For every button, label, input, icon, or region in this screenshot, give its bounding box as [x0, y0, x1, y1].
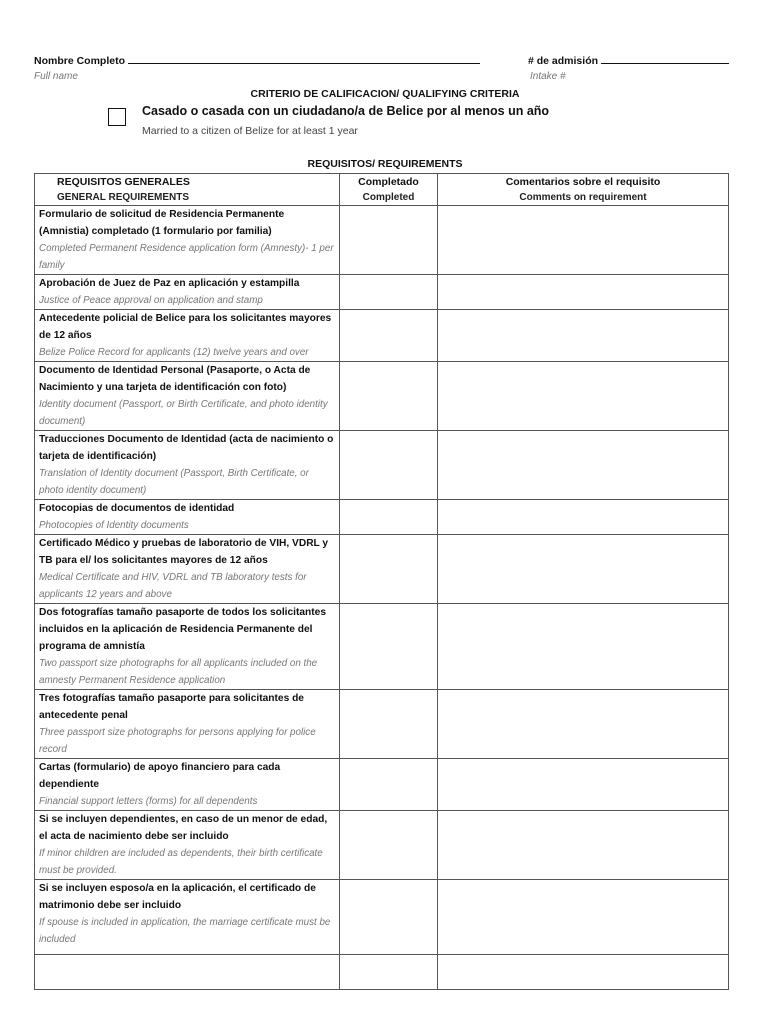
completed-cell[interactable] — [340, 206, 438, 275]
requirement-en: Completed Permanent Residence application form (Amnesty)- 1 per family — [39, 243, 334, 271]
requirement-es: Formulario de solicitud de Residencia Permanente (Amnistia) completado (1 formulario por familia) — [39, 209, 285, 237]
comment-cell[interactable] — [438, 880, 729, 955]
requirement-en: Three passport size photographs for persons applying for police record — [39, 727, 316, 755]
requirement-en: Photocopies of Identity documents — [39, 520, 189, 531]
comment-cell[interactable] — [438, 759, 729, 811]
table-row — [35, 880, 729, 955]
requirement-es: Dos fotografías tamaño pasaporte de todos los solicitantes incluidos en la aplicación de Residencia Permanente del programa de amnistía — [39, 607, 327, 652]
col-header-comments-es: Comentarios sobre el requisito — [505, 176, 661, 188]
comment-cell[interactable] — [438, 362, 729, 431]
table-row — [35, 206, 729, 275]
requirement-en: Belize Police Record for applicants (12) twelve years and over — [39, 347, 309, 358]
full-name-line — [34, 54, 480, 67]
full-name-sublabel: Full name — [34, 71, 78, 82]
requirement-cell — [35, 604, 340, 690]
completed-cell[interactable] — [340, 310, 438, 362]
criteria-label-es: Casado o casada con un ciudadano/a de Belice por al menos un año — [142, 104, 550, 118]
comment-cell[interactable] — [438, 535, 729, 604]
comment-cell[interactable] — [438, 310, 729, 362]
comment-cell[interactable] — [438, 275, 729, 310]
full-name-field[interactable] — [128, 54, 480, 64]
table-row — [35, 362, 729, 431]
comment-cell[interactable] — [438, 500, 729, 535]
requirement-en: Financial support letters (forms) for all dependents — [39, 796, 258, 807]
requirement-cell — [35, 880, 340, 955]
table-row — [35, 535, 729, 604]
intake-label: # de admisión — [528, 55, 599, 67]
table-row — [35, 275, 729, 310]
table-row — [35, 500, 729, 535]
completed-cell[interactable] — [340, 880, 438, 955]
comment-cell[interactable] — [438, 604, 729, 690]
requirement-cell — [35, 811, 340, 880]
table-row — [35, 690, 729, 759]
requirement-es: Traducciones Documento de Identidad (acta de nacimiento o tarjeta de identificación) — [39, 434, 334, 462]
requirement-es: Fotocopias de documentos de identidad — [39, 503, 235, 514]
comment-cell[interactable] — [438, 206, 729, 275]
completed-cell[interactable] — [340, 604, 438, 690]
completed-cell[interactable] — [340, 811, 438, 880]
col-header-requirements-es: REQUISITOS GENERALES — [57, 176, 190, 188]
col-header-completed-en: Completed — [362, 192, 415, 203]
completed-cell[interactable] — [340, 431, 438, 500]
comment-cell[interactable] — [438, 811, 729, 880]
table-row — [35, 811, 729, 880]
requirement-cell — [35, 535, 340, 604]
requirement-cell-empty[interactable] — [35, 955, 340, 990]
requirement-cell — [35, 431, 340, 500]
completed-cell[interactable] — [340, 690, 438, 759]
table-row-empty — [35, 955, 729, 990]
comment-cell[interactable] — [438, 431, 729, 500]
requirement-es: Si se incluyen dependientes, en caso de un menor de edad, el acta de nacimiento debe ser incluido — [39, 814, 328, 842]
col-header-requirements-en: GENERAL REQUIREMENTS — [57, 192, 190, 203]
requirement-es: Aprobación de Juez de Paz en aplicación y estampilla — [39, 278, 300, 289]
requirement-en: Translation of Identity document (Passport, Birth Certificate, or photo identity document) — [39, 468, 309, 496]
table-row — [35, 310, 729, 362]
requirements-title: REQUISITOS/ REQUIREMENTS — [307, 158, 463, 170]
completed-cell[interactable] — [340, 759, 438, 811]
table-header-row — [35, 174, 729, 206]
married-checkbox[interactable] — [108, 108, 126, 126]
criteria-label-en: Married to a citizen of Belize for at least 1 year — [142, 125, 358, 137]
completed-cell[interactable] — [340, 500, 438, 535]
requirement-es: Si se incluyen esposo/a en la aplicación, el certificado de matrimonio debe ser incluido — [39, 883, 316, 911]
requirement-es: Tres fotografías tamaño pasaporte para solicitantes de antecedente penal — [39, 693, 304, 721]
requirement-en: If minor children are included as dependents, their birth certificate must be provided. — [39, 848, 323, 876]
completed-cell[interactable] — [340, 362, 438, 431]
col-header-requirements — [35, 174, 340, 206]
requirement-cell — [35, 500, 340, 535]
completed-cell[interactable] — [340, 275, 438, 310]
intake-field[interactable] — [601, 54, 729, 64]
completed-cell[interactable] — [340, 535, 438, 604]
requirement-es: Cartas (formulario) de apoyo financiero para cada dependiente — [39, 762, 281, 790]
requirement-es: Antecedente policial de Belice para los solicitantes mayores de 12 años — [39, 313, 332, 341]
criteria-title: CRITERIO DE CALIFICACION/ QUALIFYING CRITERIA — [250, 88, 520, 100]
requirement-es: Documento de Identidad Personal (Pasaporte, o Acta de Nacimiento y una tarjeta de identificación con foto) — [39, 365, 311, 393]
requirement-en: Justice of Peace approval on application and stamp — [39, 295, 263, 306]
requirement-en: Identity document (Passport, or Birth Certificate, and photo identity document) — [39, 399, 328, 427]
full-name-label: Nombre Completo — [34, 55, 126, 67]
requirement-en: If spouse is included in application, the marriage certificate must be included — [39, 917, 331, 945]
table-row — [35, 431, 729, 500]
requirement-en: Two passport size photographs for all applicants included on the amnesty Permanent Residence application — [39, 658, 318, 686]
requirements-table — [34, 173, 729, 990]
requirement-en: Medical Certificate and HIV, VDRL and TB laboratory tests for applicants 12 years and above — [39, 572, 307, 600]
requirement-es: Certificado Médico y pruebas de laboratorio de VIH, VDRL y TB para el/ los solicitantes mayores de 12 años — [39, 538, 329, 566]
intake-sublabel: Intake # — [530, 71, 566, 82]
col-header-comments-en: Comments on requirement — [519, 192, 647, 203]
requirement-cell — [35, 275, 340, 310]
intake-line — [528, 54, 729, 67]
requirement-cell — [35, 206, 340, 275]
requirement-cell — [35, 759, 340, 811]
col-header-completed-es: Completado — [358, 176, 419, 188]
col-header-comments — [438, 174, 729, 206]
table-row — [35, 759, 729, 811]
requirement-cell — [35, 690, 340, 759]
completed-cell[interactable] — [340, 955, 438, 990]
col-header-completed — [340, 174, 438, 206]
requirement-cell — [35, 362, 340, 431]
table-row — [35, 604, 729, 690]
comment-cell[interactable] — [438, 690, 729, 759]
requirement-cell — [35, 310, 340, 362]
comment-cell[interactable] — [438, 955, 729, 990]
